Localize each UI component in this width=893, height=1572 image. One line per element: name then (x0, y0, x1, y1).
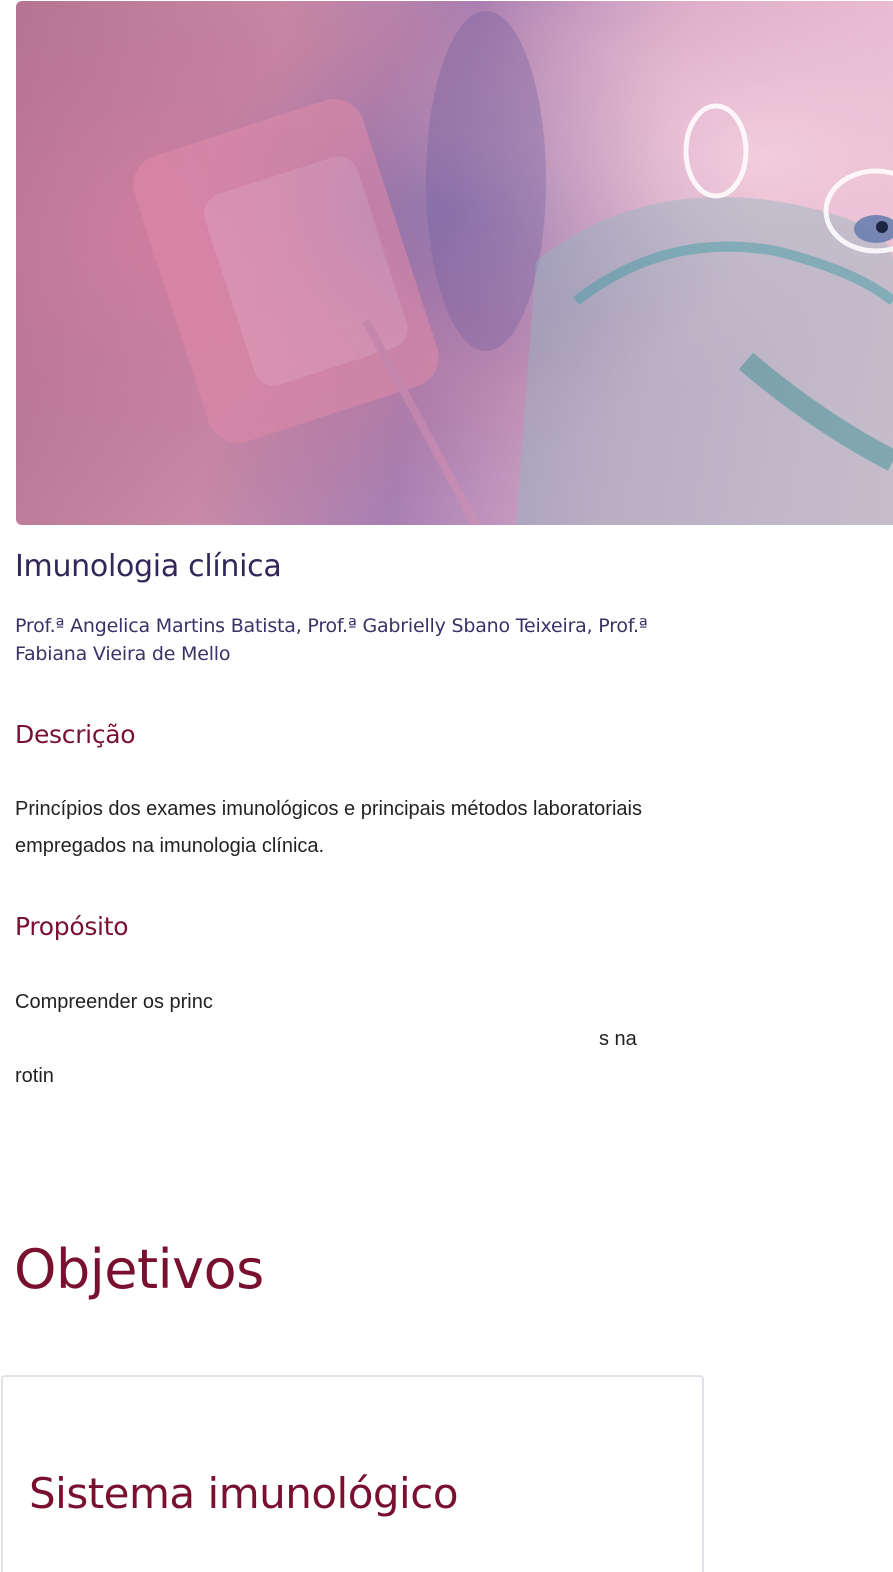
authors-line: Prof.ª Angelica Martins Batista, Prof.ª Gabrielly Sbano Teixeira, Prof.ª Fabiana Vieira de Mello (15, 615, 648, 665)
purpose-text-line-2: s na (599, 1028, 637, 1050)
purpose-text-line-1: Compreender os princ (15, 991, 213, 1013)
purpose-text-line-3: rotin (15, 1065, 54, 1087)
description-heading: Descrição (15, 720, 136, 749)
objectives-heading: Objetivos (14, 1238, 264, 1301)
module-card-title: Sistema imunológico (29, 1469, 459, 1518)
purpose-heading: Propósito (15, 912, 129, 941)
description-text: Princípios dos exames imunológicos e principais métodos laboratoriais empregados na imunologia clínica. (15, 798, 642, 857)
hero-image (16, 1, 893, 525)
page-title: Imunologia clínica (15, 549, 282, 584)
hero-photo-illustration (16, 1, 893, 525)
module-card[interactable] (1, 1375, 704, 1572)
